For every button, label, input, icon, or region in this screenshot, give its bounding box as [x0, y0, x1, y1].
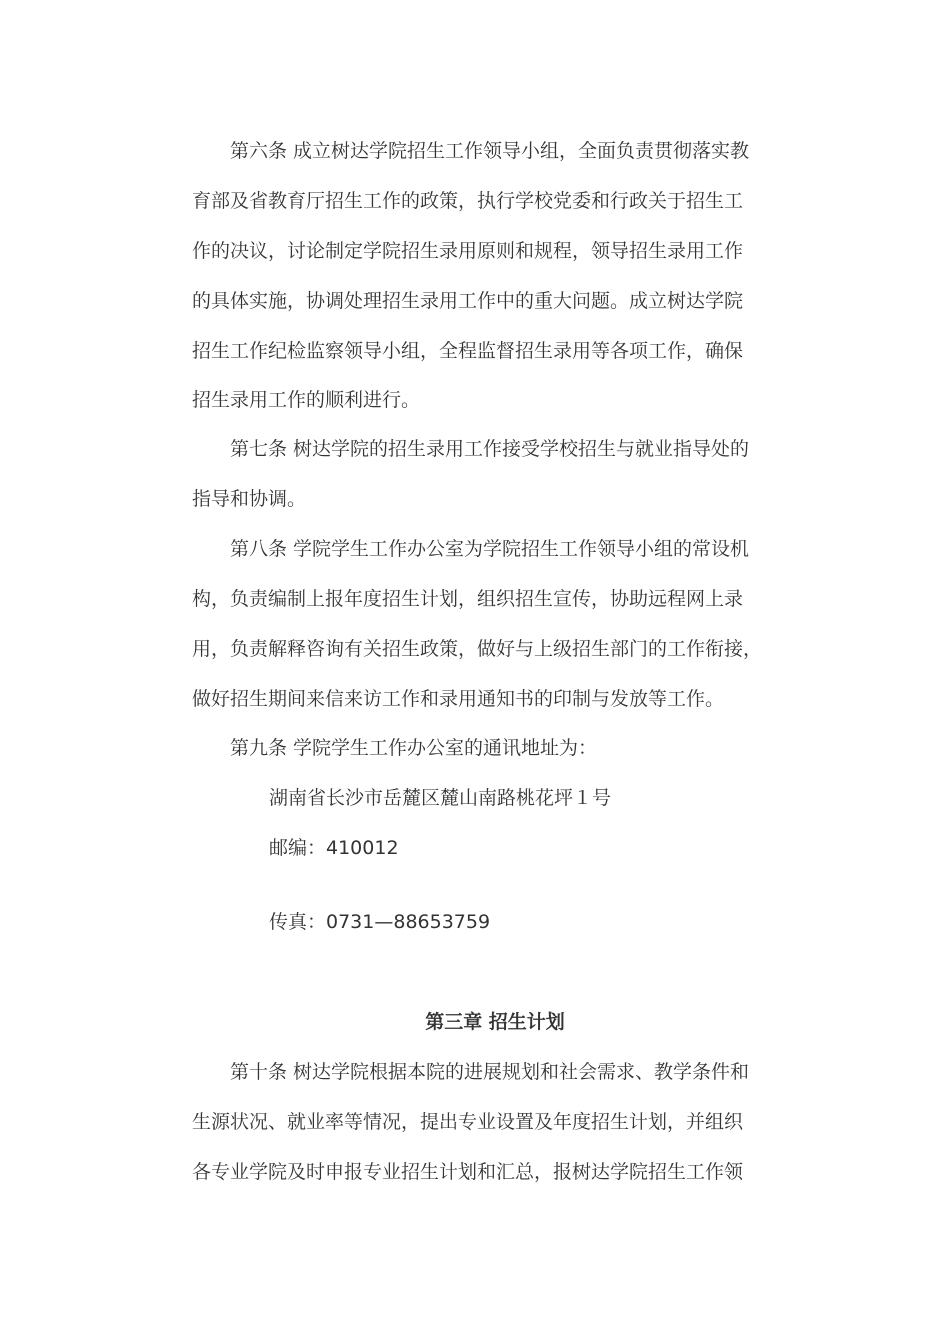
- article-7-line-1: 第七条 树达学院的招生录用工作接受学校招生与就业指导处的: [230, 438, 750, 460]
- article-6-line-6: 招生录用工作的顺利进行。: [192, 389, 421, 411]
- article-6-line-2: 育部及省教育厅招生工作的政策，执行学校党委和行政关于招生工: [192, 190, 744, 212]
- article-6-line-3: 作的决议，讨论制定学院招生录用原则和规程，领导招生录用工作: [192, 240, 744, 262]
- article-6-line-5: 招生工作纪检监察领导小组，全程监督招生录用等各项工作，确保: [192, 340, 744, 362]
- article-6-line-4: 的具体实施，协调处理招生录用工作中的重大问题。成立树达学院: [192, 290, 744, 312]
- article-7-line-2: 指导和协调。: [192, 488, 307, 510]
- article-6-line-1: 第六条 成立树达学院招生工作领导小组，全面负责贯彻落实教: [230, 140, 750, 162]
- address-fax: 传真：0731—88653759: [269, 911, 491, 933]
- article-9-line-1: 第九条 学院学生工作办公室的通讯地址为：: [230, 737, 598, 759]
- article-8-line-3: 用，负责解释咨询有关招生政策，做好与上级招生部门的工作衔接，: [192, 638, 763, 660]
- article-10-line-1: 第十条 树达学院根据本院的进展规划和社会需求、教学条件和: [230, 1061, 750, 1083]
- article-8-line-1: 第八条 学院学生工作办公室为学院招生工作领导小组的常设机: [230, 538, 750, 560]
- article-10-line-3: 各专业学院及时申报专业招生计划和汇总，报树达学院招生工作领: [192, 1161, 744, 1183]
- article-10-line-2: 生源状况、就业率等情况，提出专业设置及年度招生计划，并组织: [192, 1111, 744, 1133]
- chapter-heading: 第三章 招生计划: [425, 1011, 565, 1033]
- article-8-line-2: 构，负责编制上报年度招生计划，组织招生宣传，协助远程网上录: [192, 588, 744, 610]
- address-postcode: 邮编：410012: [269, 837, 399, 859]
- article-8-line-4: 做好招生期间来信来访工作和录用通知书的印制与发放等工作。: [192, 688, 725, 710]
- address-street: 湖南省长沙市岳麓区麓山南路桃花坪１号: [269, 787, 612, 809]
